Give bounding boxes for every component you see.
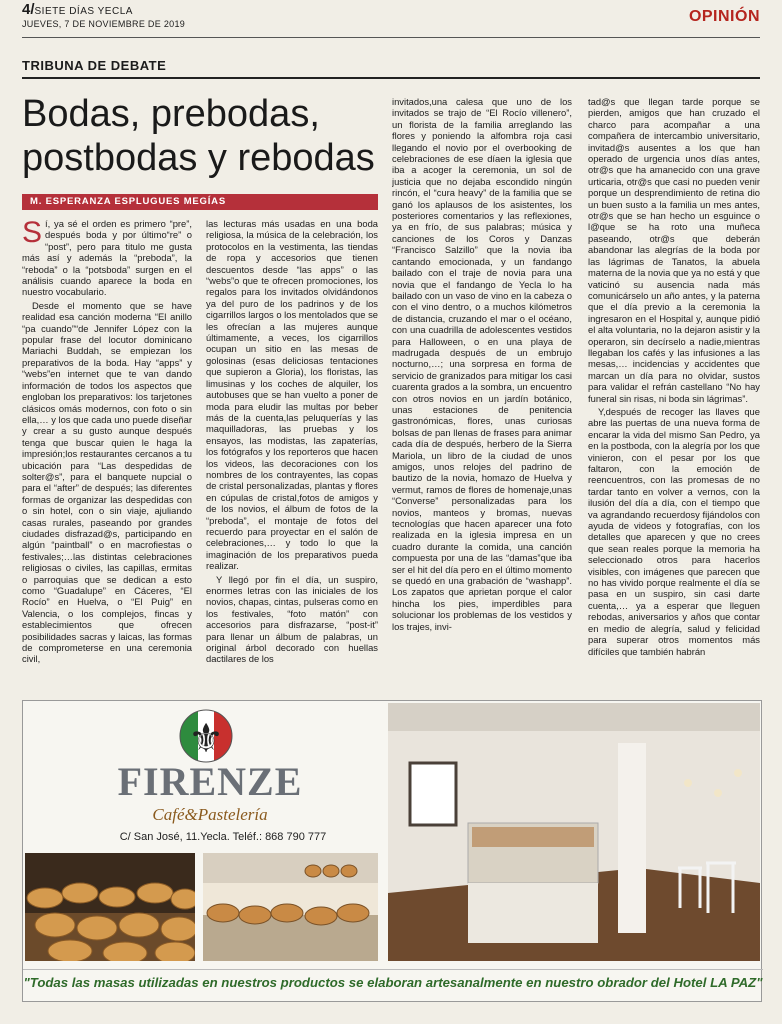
author-byline: M. ESPERANZA ESPLUGUES MEGÍAS [22, 194, 378, 210]
issue-date: JUEVES, 7 DE NOVIEMBRE DE 2019 [22, 19, 186, 29]
fleur-de-lis-icon [171, 706, 241, 764]
header-divider [22, 37, 760, 38]
article-column-3 [392, 96, 572, 688]
tribuna-label: TRIBUNA DE DEBATE [22, 58, 167, 73]
firenze-advertisement [22, 700, 762, 1002]
brand-name: FIRENZE [117, 759, 303, 804]
svg-text:⚜: ⚜ [188, 716, 224, 762]
paragraph: tad@s que llegan tarde porque se pierden, amigos que han cruzado el charco para acompañar a una compañera de intercambio universitario, invitad@s ausentes a los que han operado de urgencia unos días antes, otr@s que ha amanecido con una grave urticaria, otr@s que casi no pueden venir porque un desprendimiento de retina dio un buen susto a la familia un mes antes, otr@s que se han hecho un esguince o l@que se ha roto una muñeca paseando, otr@s que deberán abandonar las alegrías de la boda por las lágrimas de Tanatos, la abuela materna de la novia que ya no está y que vaticinó su ausencia nada más comunicárselo un año antes, y la paterna que el día previo a la ceremonia la ingresaron en el Hospital y, aunque pidió el alta voluntaria, no la dejaron asistir y la operaron, sin decírselo a nadie,mientras llegaban los cafés y las infusiones a las mesas,… incidencias y accidentes que marcan un día para no olvidar, sustos para validar el refrán castellano “No hay funeral sin risas, ni boda sin lágrimas”. [588, 96, 760, 404]
article-column-1 [22, 218, 192, 688]
section-label: OPINIÓN [688, 8, 760, 25]
paragraph: Y,después de recoger las llaves que abre las puertas de una nueva forma de encarar la vida del mismo San Pedro, ya en la postboda, con la alegría por los que vinieron, con el pesar por los que faltaron, con la emoción de reencuentros, con las promesas de no tardar tanto en volver a vernos, con la ilusión del día a día, con el tiempo que va agrandando recuerdosy fijándolos con ayuda de videos y fotografías, con los detalles que aparecen y que no crees que sean reales porque la memoria ha seleccionado otros para hacerlos visibles, con imágenes que parecen que no has vivido porque realmente el día se pasa en un suspiro, sin casi darte cuenta,… ya a esperar que lleguen rebodas, aniversarios y años que contar en medio de alegría, salud y felicidad para superar otros momentos más difíciles que también habrán [588, 405, 760, 657]
article-headline: Bodas, prebodas, postbodas y rebodas [22, 93, 375, 179]
ad-slogan: "Todas las masas utilizadas en nuestros productos se elaboran artesanalmente en nuestro obrador del Hotel LA PAZ" [23, 969, 763, 996]
paragraph: invitados,una calesa que uno de los invitados se trajo de “El Rocío villenero”, un florista de la familia arreglando las flores y poniendo la alfombra roja casi llegando el novio por el overbooking de celebraciones de ese díaen la iglesia que iba a acoger la ceremonia, un sol de justicia que no dejaba escondido ningún rincón, el “cura heavy” de la familia que se ganó los aplausos de los asistentes, los posteriores comentarios y las reflexiones, ya en frío, de sus palabras; música y canciones de los Coros y Danzas “Francisco Salzillo” que la novia iba cantando emocionada, y un fandango bailado con el traje de novia para una novia que el fandango de Yecla lo ha bailado con un vaso de vino en la cabeza o con el vino dentro, o a muchos kilómetros de distancia, cruzando el mar o el océano, con una cuadrilla de adolescentes vestidos para Halloween, o en una playa de madrugada después de un embrujo nocturno,…; una sorpresa en forma de servicio de granizados para mitigar los casi cuarenta grados a la sombra, un encuentro con otros novios en un jardín botánico, unas estaciones de penitencia gastronómicas, flores, unas curiosas bolsas de pan llenas de frases para animar cada día de después, herbero de la Sierra Mariola, un libro de la ciudad de unos amigos, unos relojes del padrino de bautizo de la novia, homazo de Huelva y vermut, ramos de flores de homenaje,unas “Converse” personalizadas para los novios, manteos y bromas, nuevas tecnologías que hacen aparecer una foto realizada en la iglesia impresa en un cuadro durante la comida, una canción compuesta por una de las “damas”que iba ser el hit del día pero en el último momento se quedó en una grabación de “washapp”. Los zapatos que aprietan porque el calor hincha los pies, imperdibles para solucionar los problemas de los vestidos y los trajes, invi- [392, 96, 572, 632]
store-address: C/ San José, 11.Yecla. Teléf.: 868 790 777 [119, 831, 327, 843]
paragraph: Y llegó por fin el día, un suspiro, enormes letras con las iniciales de los novios, chapas, cintas, pulseras como en los festivales, “foto matón” con accesorios para disfrazarse, “post-it” para llenar un álbum de palabras, un original árbol decorado con huellas dactilares de los [206, 573, 378, 665]
page-header [22, 1, 186, 30]
bakery-counter-photo [203, 853, 378, 961]
article-column-4 [588, 96, 760, 688]
cafe-interior-photo [388, 703, 760, 961]
pastries-photo [25, 853, 195, 961]
paragraph: Desde el momento que se have realidad esa canción moderna “El anillo “pa cuando”“de Jennifer López con la popular frase del locutor dominicano Mariachi Buddah, se empiezan los preparativos de la boda. Hay “apps” y “webs”en internet que te van dando información de todos los aspectos que engloban los preparativos: los tarjetones clásicos omás modernos, con foto o sin ella,… y los que cada uno puede diseñar y crear a su gusto aunque después tenga que buscar quien le haga la impresión;los restaurantes cercanos a tu ubicación para “Las despedidas de solter@s”, para el banquete nupcial o para el “after” de después; las diferentes formas de organizar las despedidas con o sin hotel, con o sin viaje, ajuliando casas rurales, paseando por grandes ciudades disfrazad@s, participando en algún “paintball” o en macrofiestas o festivales;…las distintas celebraciones religiosas o civiles, las capillas, ermitas o parroquias que se dedican a esto como “Guadalupe” en Cáceres, “El Rocío” en Huelva, o “El Puig” en Valencia, o los complejos, fincas y establecimientos que ofrecen posibilidades sacras y laicas, las formas de comprometerse en una ceremonia civil, [22, 299, 192, 665]
drop-cap: S [22, 218, 43, 249]
article-column-2 [206, 218, 378, 688]
paragraph: las lecturas más usadas en una boda religiosa, la música de la celebración, los protocolos en la vestimenta, las tiendas de ropa y accesorios que tienen descuentos desde “las apps” o las “webs”o que te ofrecen promociones, los regalos para los invitados olvidándonos ya del puro de los padrinos y de los cigarrillos largos o los mentolados que se les ofrecían a las mujeres aunque últimamente, a veces, los cigarrillos ocupan un sitio en las mesas de golosinas (esas deliciosas tentaciones que supieron a Gloria), los floristas, las limusinas y los coches de alquiler, los autobuses que se han vuelto a poner de moda para eludir las multas por beber más de la cuenta,las peluquerías y las maquilladoras, las pruebas y los ensayos, las modistas, las zapaterías, los fotógrafos y los reporteros que hacen los videos, las decoraciones con los nombres de los contrayentes, las copas de cristal personalizadas, plantas y flores en cúpulas de cristal,fotos de amigos y de los novios, el álbum de fotos de la “preboda”, el montaje de fotos del recuerdo para proyectar en el salón de celebraciones,… y todo lo que la imaginación de los preparativos pueda realizar. [206, 218, 378, 572]
tribuna-divider [22, 77, 760, 79]
brand-subtitle: Café&Pastelería [152, 805, 268, 824]
publication-name: SIETE DÍAS YECLA [34, 6, 133, 17]
paragraph: Sí, ya sé el orden es primero “pre”, después boda y por último“re” o “post”, pero para titulo me gusta más así y además la “preboda”, la “reboda” o la “potsboda” surgen en el análisis cuando aparece la boda en nuestro vocabulario. [22, 218, 192, 298]
page-number: 4/ [22, 1, 35, 18]
